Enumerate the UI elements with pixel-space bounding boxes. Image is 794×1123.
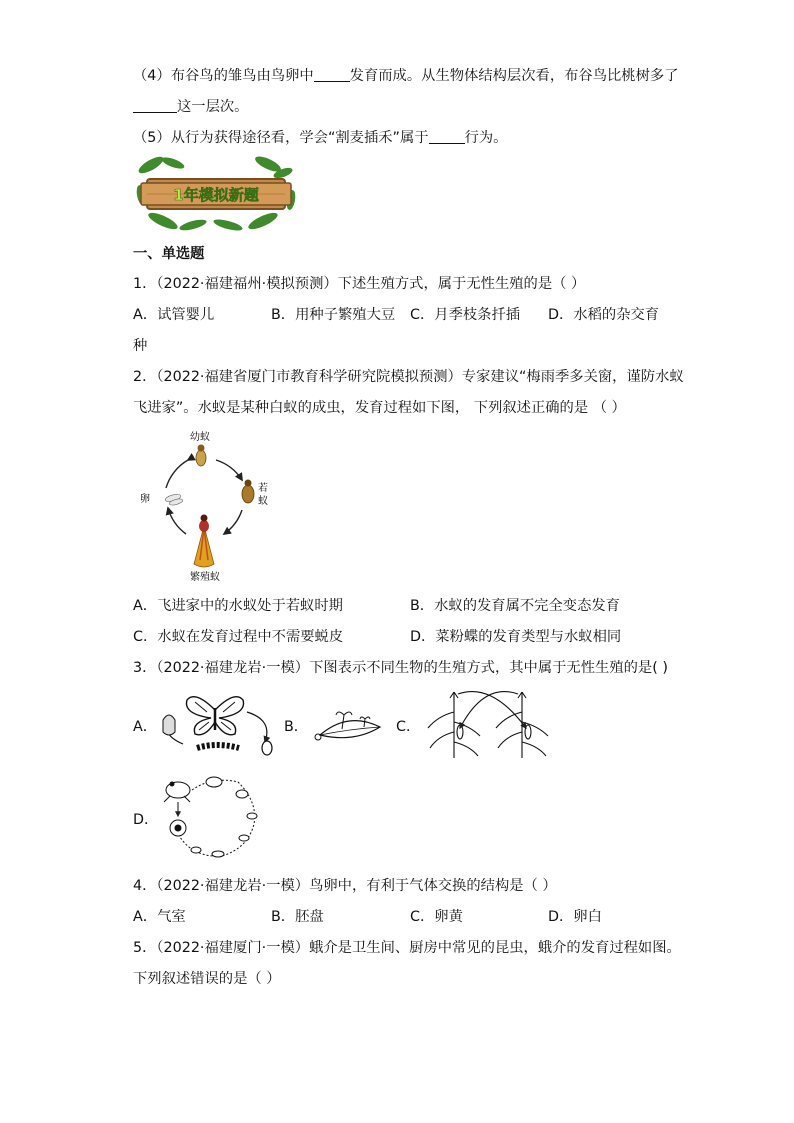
banner-sign — [133, 155, 298, 233]
question-4-option-b[interactable]: B．胚盘 — [271, 909, 324, 925]
question-4-option-c[interactable]: C．卵黄 — [410, 909, 463, 925]
question-1-stem: 1．（2022·福建福州·模拟预测）下述生殖方式，属于无性生殖的是（ ） — [133, 276, 586, 292]
frog-life-cycle-icon — [162, 772, 262, 864]
question-1-option-b[interactable]: B．用种子繁殖大豆 — [271, 307, 396, 323]
label-egg: 卵 — [140, 494, 150, 505]
reproductive-termite-icon — [194, 515, 214, 568]
q4-line-1: （4）布谷鸟的雏鸟由鸟卵中 发育而成。从生物体结构层次看，布谷鸟比桃树多了 — [133, 68, 679, 84]
question-3-option-a[interactable]: A． — [133, 719, 158, 735]
question-2-stem-line-1: 2．（2022·福建省厦门市教育科学研究院模拟预测）专家建议“梅雨季多关窗，谨防水蚁 — [133, 369, 684, 385]
label-nymph-2: 蚁 — [258, 496, 268, 507]
answer-blank — [429, 129, 465, 144]
question-4-stem: 4．（2022·福建龙岩·一模）鸟卵中，有利于气体交换的结构是（ ） — [133, 878, 557, 894]
question-1-option-c[interactable]: C．月季枝条扦插 — [410, 307, 521, 323]
termite-life-cycle-diagram — [138, 428, 278, 583]
question-2-option-c[interactable]: C．水蚁在发育过程中不需要蜕皮 — [133, 629, 344, 645]
question-3-stem: 3．（2022·福建龙岩·一模）下图表示不同生物的生殖方式，其中属于无性生殖的是( ) — [133, 660, 668, 676]
label-reproductive-termite: 繁殖蚁 — [190, 572, 220, 583]
nymph-young-icon — [196, 445, 206, 467]
question-3-option-c[interactable]: C． — [396, 719, 421, 735]
question-2-option-a[interactable]: A．飞进家中的水蚁处于若蚁时期 — [133, 598, 343, 614]
banner-text: 1年模拟新题 — [173, 186, 259, 204]
section-title: 一、单选题 — [133, 246, 205, 262]
question-5-stem-line-1: 5．（2022·福建厦门·一模）蛾介是卫生间、厨房中常见的昆虫，蛾介的发育过程如图。 — [133, 940, 681, 956]
question-2-option-b[interactable]: B．水蚁的发育属不完全变态发育 — [410, 598, 620, 614]
butterfly-life-cycle-icon — [155, 690, 280, 760]
nymph-older-icon — [242, 480, 254, 504]
question-1-option-d-wrap: 种 — [133, 338, 148, 354]
answer-blank — [314, 67, 350, 82]
question-4-option-a[interactable]: A．气室 — [133, 909, 186, 925]
question-1-option-a[interactable]: A．试管婴儿 — [133, 307, 215, 323]
question-5-stem-line-2: 下列叙述错误的是（ ） — [133, 971, 281, 987]
egg-icon — [164, 493, 183, 506]
answer-blank — [133, 98, 177, 113]
question-4-option-d[interactable]: D．卵白 — [548, 909, 602, 925]
label-young-termite: 幼蚁 — [190, 432, 210, 443]
question-2-option-d[interactable]: D．菜粉蝶的发育类型与水蚁相同 — [410, 629, 622, 645]
question-2-stem-line-2: 飞进家”。水蚁是某种白蚁的成虫，发育过程如下图， 下列叙述正确的是 （ ） — [133, 400, 626, 416]
question-3-option-d[interactable]: D． — [133, 812, 159, 828]
corn-pollination-icon — [422, 688, 557, 760]
q5-line: （5）从行为获得途径看，学会“割麦插禾”属于 行为。 — [133, 130, 508, 146]
q4-line-2: 这一层次。 — [133, 97, 248, 117]
leaf-propagation-icon — [310, 705, 386, 745]
question-1-option-d[interactable]: D．水稻的杂交育 — [548, 307, 660, 323]
question-3-option-b[interactable]: B． — [284, 719, 309, 735]
label-nymph-1: 若 — [258, 483, 268, 494]
